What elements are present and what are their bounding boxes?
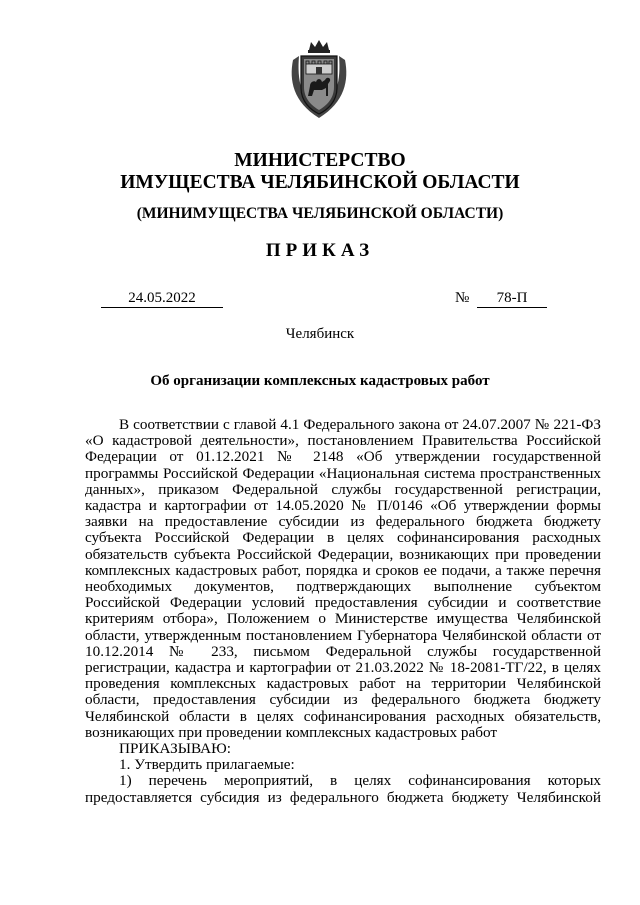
coat-of-arms-icon	[287, 40, 351, 120]
item-1: 1. Утвердить прилагаемые:	[119, 756, 295, 774]
item-1-subitem-1: 1) перечень мероприятий, в целях софинансирования которых предоставляется субсидия из федерального бюджета бюджету Челябинской	[85, 772, 601, 806]
document-number: 78-П	[477, 289, 547, 308]
ministry-short-name: (МИНИМУЩЕСТВА ЧЕЛЯБИНСКОЙ ОБЛАСТИ)	[136, 205, 504, 222]
body-paragraph-preamble: В соответствии с главой 4.1 Федерального закона от 24.07.2007 № 221-ФЗ «О кадастровой деятельности», постановлением Правительства Российской Федерации от 01.12.2021 № 2148 «Об утверждении государственной программы Российской Федерации «Национальная система пространственных данных», приказом Федеральной службы государственной регистрации, кадастра и картографии от 14.05.2020 № П/0146 «Об утверждении формы заявки на предоставление субсидии из федерального бюджета бюджету субъекта Российской Федерации в целях софинансирования расходных обязательств субъекта Российской Федерации, возникающих при проведении комплексных кадастровых работ, порядка и сроков ее подачи, а также перечня необходимых документов, подтверждающих выполнение субъектом Российской Федерации условий предоставления субсидии и соответствие критериям отбора», Положением о Министерстве имущества Челябинской области, утвержденным постановлением Губернатора Челябинской области от 10.12.2014 № 233, письмом Федеральной службы государственной регистрации, кадастра и картографии от 21.03.2022 № 18-2081-ТГ/22, в целях проведения комплексных кадастровых работ на территории Челябинской области, предоставления субсидии из федерального бюджета бюджету Челябинской области в целях софинансирования расходных обязательств, возникающих при проведении комплексных кадастровых работ	[85, 416, 601, 741]
ministry-name-line1: МИНИСТЕРСТВО	[234, 150, 406, 171]
document-subject: Об организации комплексных кадастровых работ	[150, 373, 490, 389]
order-word: ПРИКАЗЫВАЮ:	[119, 740, 231, 758]
document-date: 24.05.2022	[101, 289, 223, 308]
document-body	[85, 417, 601, 806]
number-label: №	[455, 290, 470, 306]
document-number-field	[455, 289, 547, 308]
ministry-name	[0, 150, 640, 194]
city-name: Челябинск	[285, 326, 355, 342]
ministry-name-line2: ИМУЩЕСТВА ЧЕЛЯБИНСКОЙ ОБЛАСТИ	[120, 172, 520, 193]
document-type-title: ПРИКАЗ	[265, 240, 375, 261]
